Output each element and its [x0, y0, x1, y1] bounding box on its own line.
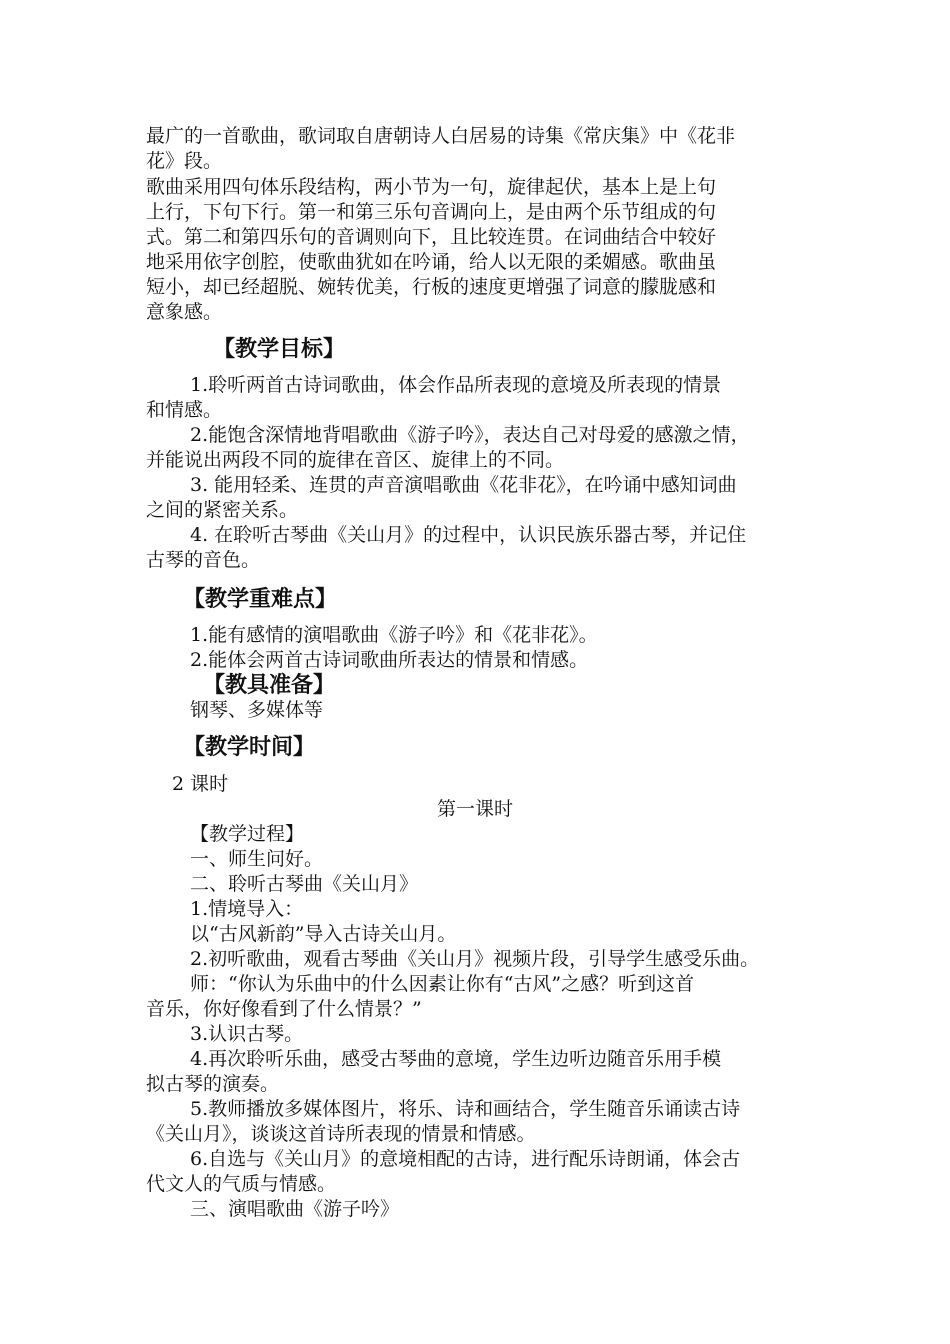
lesson-line: 代文人的气质与情感。: [146, 1173, 337, 1195]
tools-text: 钢琴、多媒体等: [190, 699, 324, 721]
lesson-line: 3.认识古琴。: [190, 1023, 304, 1045]
intro-line: 地采用依字创腔，使歌曲犹如在吟诵，给人以无限的柔媚感。歌曲虽: [146, 251, 717, 273]
goal-line: 4. 在聆听古琴曲《关山月》的过程中，认识民族乐器古琴，并记住: [190, 524, 747, 546]
lesson-line: 5.教师播放多媒体图片，将乐、诗和画结合，学生随音乐诵读古诗: [190, 1098, 741, 1120]
lesson-line: 6.自选与《关山月》的意境相配的古诗，进行配乐诗朗诵，体会古: [190, 1148, 741, 1170]
lesson-line: 1.情境导入：: [190, 898, 304, 920]
section-heading-keypoints: 【教学重难点】: [183, 586, 338, 612]
lesson-line: 2.初听歌曲，观看古琴曲《关山月》视频片段，引导学生感受乐曲。: [190, 948, 760, 970]
keypoint-line: 1.能有感情的演唱歌曲《游子吟》和《花非花》。: [190, 624, 598, 646]
goal-line: 1.聆听两首古诗词歌曲，体会作品所表现的意境及所表现的情景: [190, 374, 722, 396]
section-heading-goals: 【教学目标】: [213, 336, 346, 362]
goal-line: 之间的紧密关系。: [146, 499, 299, 521]
intro-line: 花》段。: [146, 150, 223, 172]
goal-line: 和情感。: [146, 399, 223, 421]
intro-line: 意象感。: [146, 301, 223, 323]
lesson-line: 《关山月》，谈谈这首诗所表现的情景和情感。: [146, 1123, 536, 1145]
goal-line: 并能说出两段不同的旋律在音区、旋律上的不同。: [146, 449, 565, 471]
lesson-line: 音乐，你好像看到了什么情景？”: [146, 998, 422, 1020]
goal-line: 古琴的音色。: [146, 549, 261, 571]
goal-line: 2.能饱含深情地背唱歌曲《游子吟》，表达自己对母爱的感激之情，: [190, 424, 750, 446]
keypoint-line: 2.能体会两首古诗词歌曲所表达的情景和情感。: [190, 649, 589, 671]
lesson-line: 师：“你认为乐曲中的什么因素让你有“古风”之感？听到这首: [190, 973, 695, 995]
lesson-line: 拟古琴的演奏。: [146, 1073, 280, 1095]
intro-line: 式。第二和第四乐句的音调则向下，且比较连贯。在词曲结合中较好: [146, 226, 717, 248]
lesson-title: 第一课时: [436, 798, 513, 820]
goal-line: 3. 能用轻柔、连贯的声音演唱歌曲《花非花》，在吟诵中感知词曲: [190, 474, 737, 496]
section-heading-time: 【教学时间】: [183, 734, 316, 760]
section-heading-tools: 【教具准备】: [203, 672, 336, 698]
lesson-line: 以“古风新韵”导入古诗关山月。: [190, 923, 457, 945]
lesson-line: 【教学过程】: [190, 823, 305, 845]
intro-line: 短小，却已经超脱、婉转优美，行板的速度更增强了词意的朦胧感和: [146, 276, 717, 298]
lesson-line: 一、师生问好。: [190, 848, 324, 870]
intro-line: 上行，下句下行。第一和第三乐句音调向上，是由两个乐节组成的句: [146, 201, 717, 223]
time-text: 2 课时: [172, 773, 229, 795]
intro-line: 歌曲采用四句体乐段结构，两小节为一句，旋律起伏，基本上是上句: [146, 176, 717, 198]
intro-line: 最广的一首歌曲，歌词取自唐朝诗人白居易的诗集《常庆集》中《花非: [146, 125, 736, 147]
lesson-line: 4.再次聆听乐曲，感受古琴曲的意境，学生边听边随音乐用手模: [190, 1048, 722, 1070]
lesson-line: 三、演唱歌曲《游子吟》: [190, 1198, 400, 1220]
lesson-line: 二、聆听古琴曲《关山月》: [190, 873, 419, 895]
